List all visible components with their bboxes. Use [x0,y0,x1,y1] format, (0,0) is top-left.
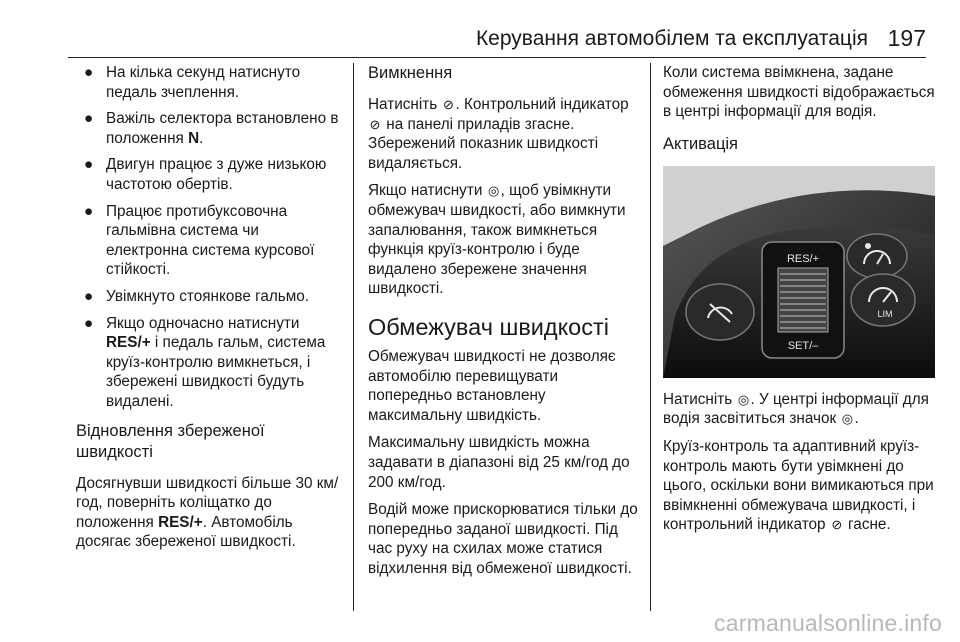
cruise-off-icon: ⊘ [831,517,843,533]
list-item: ● На кілька секунд натиснуто педаль зчеплення. [84,64,301,101]
column-2 [368,63,640,586]
res-label: RES/+ [786,252,820,265]
activation-heading: Активація [663,134,738,153]
cruise-note-text: Круїз-контроль та адаптивний круїз-контроль мають бути увімкнені до цього, оскільки вони вимикаються при ввімкненні обмежувача швидкості, і контрольний індикатор ⊘ гасне. [663,437,934,534]
watermark: carmanualsonline.info [714,610,942,636]
cruise-off-icon: ⊘ [369,116,381,132]
column-1 [76,63,344,560]
limiter-text-1: Обмежувач швидкості не дозволяє автомобілю перевищувати попередньо встановлену максимальну швидкість. [368,347,616,424]
column-divider-1 [353,63,354,611]
set-label: SET/– [787,339,819,352]
list-item: ● Двигун працює з дуже низькою частотою обертів. [84,156,327,193]
activation-text: Натисніть ◎. У центрі інформації для водія засвітиться значок ◎. [663,390,929,428]
conditions-list [76,63,344,412]
column-3 [663,63,935,543]
limiter-text-3: Водій може прискорюватися тільки до попередньо заданої швидкості. Під час руху на схилах може статися відхилення від обмеженої швидкості. [368,501,638,577]
switch-off-text-2: Якщо натиснути ◎, щоб увімкнути обмежувач швидкості, або вимкнути запалювання, також вимкнеться функція круїз-контролю і буде видалено збережене значення швидкості. [368,182,626,298]
header-rule [68,57,926,58]
restore-speed-text: Досягнувши швидкості більше 30 км/год, поверніть коліщатко до положення RES/+. Автомобіль досягає збереженої швидкості. [76,474,339,551]
restore-speed-heading: Відновлення збереженої швидкості [76,421,265,461]
cruise-off-icon: ⊘ [443,97,454,112]
list-item: ● Увімкнуто стоянкове гальмо. [84,287,310,305]
limiter-text-2: Максимальну швидкість можна задавати в діапазоні від 25 км/год до 200 км/год. [368,434,630,491]
column-divider-2 [650,63,651,611]
list-item: ● Якщо одночасно натиснути RES/+ і педаль гальм, система круїз-контролю вимкнеться, і збережені швидкості будуть видалені. [84,314,326,410]
speed-limiter-icon: ◎ [841,411,854,427]
page-title: Керування автомобілем та експлуатація [475,27,868,50]
steering-wheel-controls-figure [663,166,935,378]
speed-limiter-icon: ◎ [737,391,750,407]
switch-off-text: Натисніть ⊘ . Контрольний індикатор ⊘ на панелі приладів згасне. Збережений показник швидкості видаляється. [368,96,629,172]
speed-limiter-heading: Обмежувач швидкості [368,313,609,340]
speed-limiter-icon: ◎ [487,183,500,199]
list-item: ● Працює протибуксовочна гальмівна система чи електронна система курсової стійкості. [84,202,315,279]
switch-off-heading: Вимкнення [368,64,453,82]
lim-label: LIM [877,308,893,319]
cruise-on-button [847,234,907,278]
page-number: 197 [887,25,926,51]
list-item: ● Важіль селектора встановлено в положення N. [84,110,339,147]
page-header [0,24,960,56]
limit-display-text: Коли система ввімкнена, задане обмеження швидкості відображається в центрі інформації для водія. [663,64,935,121]
